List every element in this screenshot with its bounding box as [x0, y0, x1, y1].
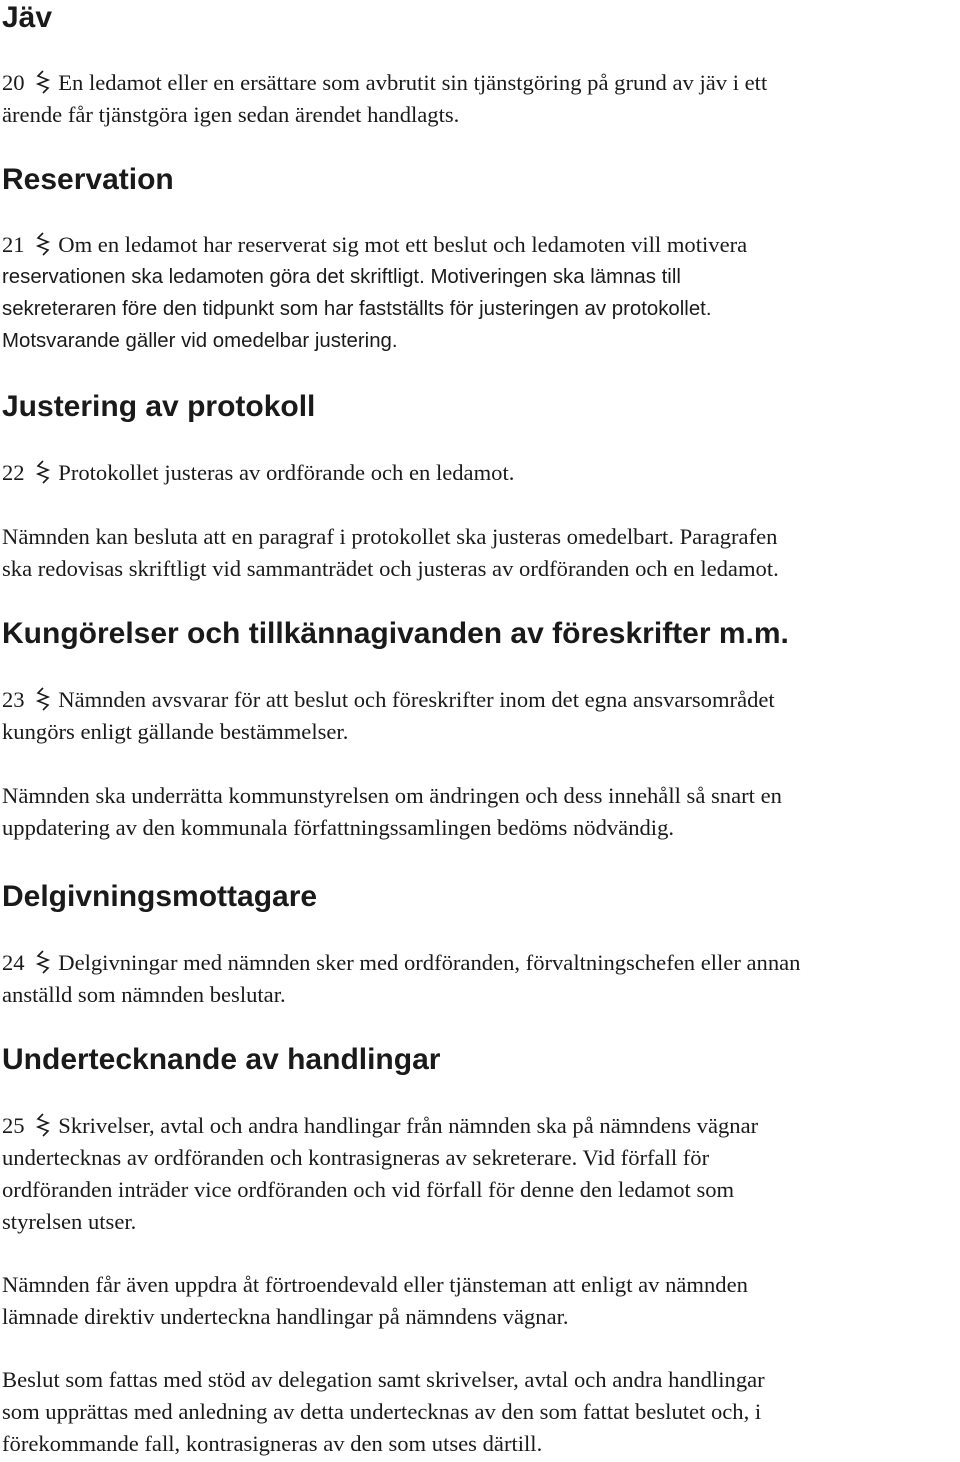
paragraph-22: 22 Protokollet justeras av ordförande och en ledamot. [2, 460, 515, 485]
heading-justering: Justering av protokoll [2, 390, 316, 423]
paragraph-22-b: Nämnden kan besluta att en paragraf i protokollet ska justeras omedelbart. Paragrafen ska redovisas skriftligt vid sammanträdet och justeras av ordföranden och en ledamot. [2, 524, 779, 581]
section-sign-icon [30, 948, 56, 976]
section-number: 23 [2, 687, 25, 712]
paragraph-25: 25 Skrivelser, avtal och andra handlingar från nämnden ska på nämndens vägnar undertecknas av ordföranden och kontrasigneras av sekreterare. Vid förfall för ordföranden inträder vice ordföranden och vid förfall för denne den ledamot som styrelsen utser. [2, 1113, 759, 1234]
section-number: 22 [2, 460, 25, 485]
paragraph-24: 24 Delgivningar med nämnden sker med ordföranden, förvaltningschefen eller annan anställd som nämnden beslutar. [2, 950, 801, 1007]
paragraph-23: 23 Nämnden avsvarar för att beslut och föreskrifter inom det egna ansvarsområdet kungörs enligt gällande bestämmelser. [2, 687, 775, 744]
section-sign-icon [30, 458, 56, 486]
section-sign-icon [30, 685, 56, 713]
section-number: 25 [2, 1113, 25, 1138]
section-sign-icon [30, 68, 56, 96]
paragraph-25-c: Beslut som fattas med stöd av delegation samt skrivelser, avtal och andra handlingar som upprättas med anledning av detta undertecknas av den som fattat beslutet och, i förekommande fall, kontrasigneras av den som utses därtill. [2, 1367, 765, 1456]
heading-jav: Jäv [2, 1, 53, 34]
heading-undertecknande: Undertecknande av handlingar [2, 1043, 441, 1076]
section-number: 24 [2, 950, 25, 975]
heading-reservation: Reservation [2, 163, 174, 196]
paragraph-23-b: Nämnden ska underrätta kommunstyrelsen om ändringen och dess innehåll så snart en uppdatering av den kommunala författningssamlingen bedöms nödvändig. [2, 783, 782, 840]
paragraph-21: 21 Om en ledamot har reserverat sig mot ett beslut och ledamoten vill motivera reservationen ska ledamoten göra det skriftligt. Motiveringen ska lämnas till sekreteraren före den tidpunkt som har fastställts för justeringen av protokollet. Motsvarande gäller vid omedelbar justering. [2, 232, 748, 352]
heading-delgivningsmottagare: Delgivningsmottagare [2, 880, 318, 913]
section-number: 21 [2, 232, 25, 257]
paragraph-20: 20 En ledamot eller en ersättare som avbrutit sin tjänstgöring på grund av jäv i ett ärende får tjänstgöra igen sedan ärendet handlagts. [2, 70, 768, 127]
heading-kungorelser: Kungörelser och tillkännagivanden av föreskrifter m.m. [2, 617, 789, 650]
section-number: 20 [2, 70, 25, 95]
section-sign-icon [30, 1111, 56, 1139]
paragraph-25-b: Nämnden får även uppdra åt förtroendevald eller tjänsteman att enligt av nämnden lämnade direktiv underteckna handlingar på nämndens vägnar. [2, 1272, 748, 1329]
section-sign-icon [30, 230, 56, 258]
